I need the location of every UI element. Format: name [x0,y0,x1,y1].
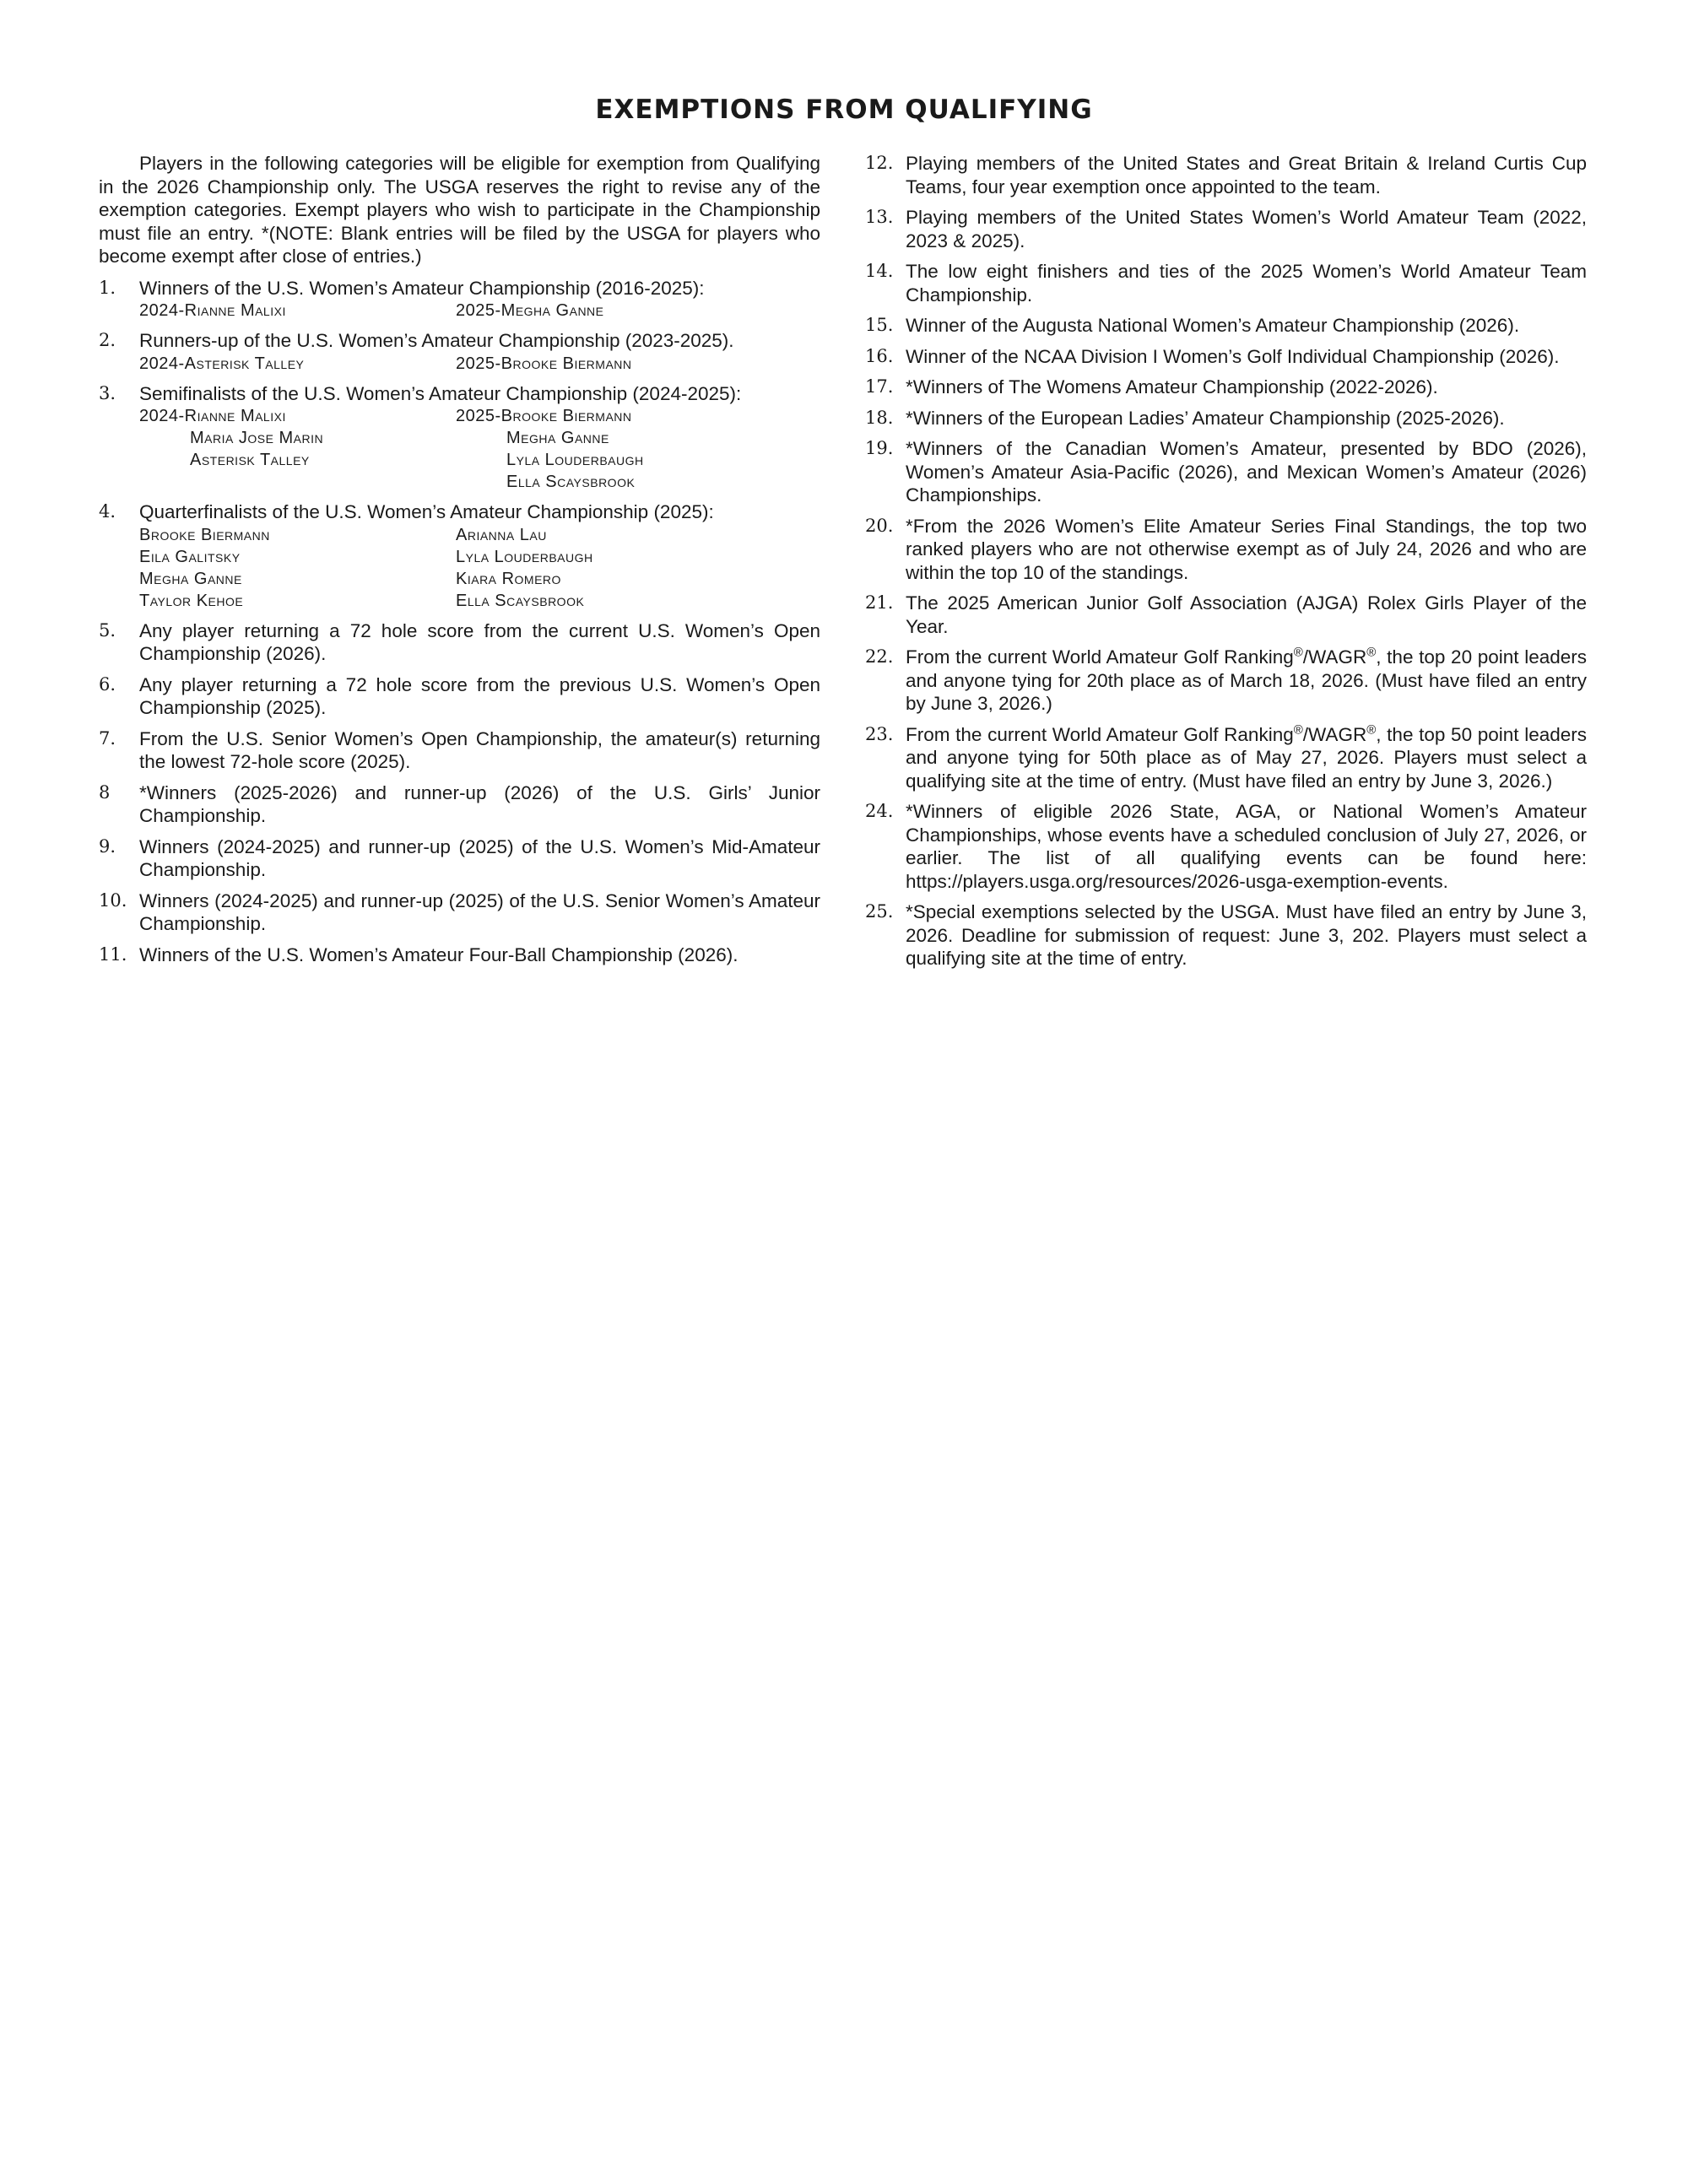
player-list-4 [99,524,820,612]
player-name: Arianna Lau [456,525,547,544]
item-number: 6. [99,673,116,695]
item-text: From the U.S. Senior Women’s Open Championship, the amateur(s) returning the lowest 72-hole score (2025). [139,727,820,772]
item-text: *Winners of eligible 2026 State, AGA, or National Women’s Amateur Championships, whose events have a scheduled conclusion of July 27, 2026, or earlier. The list of all qualifying events can be found here: https://players.usga.org/resources/2026-usga-exemption-events. [906,801,1587,892]
exemption-item-19 [865,437,1587,507]
item-text: Winners of the U.S. Women’s Amateur Championship (2016-2025): [139,277,705,299]
exemption-item-17 [865,376,1587,399]
item-text: *Winners of The Womens Amateur Championship (2022-2026). [906,376,1438,397]
item-text-part: From the current World Amateur Golf Ranking [906,723,1294,745]
exemption-item-25 [865,900,1587,970]
registered-mark: ® [1293,645,1303,660]
exemption-item-8 [99,781,820,828]
item-text: Winners (2024-2025) and runner-up (2025) of the U.S. Senior Women’s Amateur Championship. [139,889,820,934]
registered-mark: ® [1293,722,1303,737]
exemption-item-20 [865,515,1587,585]
item-text: Winners (2024-2025) and runner-up (2025) of the U.S. Women’s Mid-Amateur Championship. [139,835,820,880]
player-name: Ella Scaysbrook [456,591,585,610]
item-number: 1. [99,277,116,298]
item-number: 14. [865,261,894,281]
exemption-item-1 [99,277,820,300]
item-text: Runners-up of the U.S. Women’s Amateur Championship (2023-2025). [139,330,734,351]
exemption-item-12 [865,152,1587,198]
exemption-item-21 [865,592,1587,638]
item-number: 8 [99,781,111,803]
exemption-item-14 [865,260,1587,306]
left-column [99,152,820,974]
registered-mark: ® [1366,645,1377,660]
player-name: 2025-Brooke Biermann [456,407,632,425]
exemption-item-6 [99,673,820,720]
player-name: 2025-Megha Ganne [456,301,604,320]
item-number: 15. [865,315,894,335]
player-name: 2024-Asterisk Talley [139,354,305,373]
item-text-part: , the top 20 point leaders and anyone tying for 20th place as of March 18, 2026. (Must have filed an entry by June 3, 2026.) [906,646,1587,714]
item-number: 2. [99,330,116,350]
player-name: Kiara Romero [456,569,561,588]
item-text: Winner of the Augusta National Women’s Amateur Championship (2026). [906,315,1520,336]
player-name: Brooke Biermann [139,525,270,544]
item-number: 11. [99,943,127,965]
exemption-item-4 [99,500,820,524]
item-number: 10. [99,889,127,911]
item-text: Playing members of the United States Women’s World Amateur Team (2022, 2023 & 2025). [906,207,1587,251]
player-name: Megha Ganne [506,429,609,447]
item-number: 22. [865,646,894,667]
exemption-item-10 [99,889,820,936]
player-list-2 [99,353,820,375]
item-number: 5. [99,619,116,641]
player-name: Ella Scaysbrook [506,473,636,491]
player-name: Taylor Kehoe [139,591,244,610]
item-number: 12. [865,153,894,173]
item-text: *From the 2026 Women’s Elite Amateur Series Final Standings, the top two ranked players who are not otherwise exempt as of July 24, 2026 and who are within the top 10 of the standings. [906,515,1587,583]
item-number: 16. [865,345,894,366]
exemption-item-7 [99,727,820,774]
item-text: Semifinalists of the U.S. Women’s Amateur Championship (2024-2025): [139,382,742,404]
item-text: Winners of the U.S. Women’s Amateur Four-Ball Championship (2026). [139,943,738,965]
exemption-item-18 [865,407,1587,430]
exemption-item-23 [865,723,1587,793]
item-number: 19. [865,438,894,458]
exemption-item-2 [99,329,820,353]
item-text: The low eight finishers and ties of the 2025 Women’s World Amateur Team Championship. [906,261,1587,305]
player-name: Lyla Louderbaugh [506,451,644,469]
exemption-item-16 [865,345,1587,369]
player-name: 2025-Brooke Biermann [456,354,632,373]
player-name: Maria Jose Marin [190,429,324,447]
exemption-item-15 [865,314,1587,338]
item-number: 25. [865,901,894,922]
item-number: 3. [99,382,116,403]
item-text-part: /WAGR [1302,723,1367,745]
item-text: *Special exemptions selected by the USGA. Must have filed an entry by June 3, 2026. Deadline for submission of request: June 3, 202. Players must select a qualifying site at the time of entry. [906,901,1587,969]
item-text: Any player returning a 72 hole score from the current U.S. Women’s Open Championship (2026). [139,619,820,664]
item-number: 7. [99,727,116,749]
player-name: Lyla Louderbaugh [456,547,593,566]
item-number: 24. [865,801,894,821]
page-title: EXEMPTIONS FROM QUALIFYING [595,95,1093,125]
intro-paragraph: Players in the following categories will be eligible for exemption from Qualifying in the 2026 Championship only. The USGA reserves the right to revise any of the exemption categories. Exempt players who wish to participate in the Championship must file an entry. *(NOTE: Blank entries will be filed by the USGA for players who become exempt after close of entries.) [99,153,820,267]
player-list-3 [99,405,820,493]
exemption-item-13 [865,206,1587,252]
player-list-1 [99,300,820,322]
exemption-item-5 [99,619,820,666]
item-text: The 2025 American Junior Golf Association (AJGA) Rolex Girls Player of the Year. [906,592,1587,637]
item-text: Any player returning a 72 hole score from the previous U.S. Women’s Open Championship (2025). [139,673,820,718]
item-text-part: , the top 50 point leaders and anyone tying for 50th place as of May 27, 2026. Players must select a qualifying site at the time of entry. (Must have filed an entry by June 3, 2026.) [906,723,1587,792]
exemption-item-11 [99,943,820,967]
player-name: 2024-Rianne Malixi [139,301,286,320]
item-number: 4. [99,501,116,522]
registered-mark: ® [1366,722,1377,737]
item-number: 17. [865,376,894,397]
item-number: 9. [99,835,116,857]
item-text: Playing members of the United States and Great Britain & Ireland Curtis Cup Teams, four year exemption once appointed to the team. [906,153,1587,197]
exemption-item-22 [865,646,1587,716]
right-column [865,152,1587,978]
item-text-part: /WAGR [1302,646,1367,668]
item-number: 20. [865,515,894,536]
item-text: Quarterfinalists of the U.S. Women’s Amateur Championship (2025): [139,501,714,522]
player-name: Asterisk Talley [190,451,310,469]
item-number: 21. [865,592,894,613]
item-text [906,646,1587,716]
exemption-item-9 [99,835,820,882]
item-text: *Winners of the Canadian Women’s Amateur, presented by BDO (2026), Women’s Amateur Asia-Pacific (2026), and Mexican Women’s Amateur (2026) Championships. [906,438,1587,505]
player-name: Eila Galitsky [139,547,241,566]
item-text-part: From the current World Amateur Golf Ranking [906,646,1294,668]
exemption-item-3 [99,382,820,406]
player-name: Megha Ganne [139,569,242,588]
item-text: *Winners (2025-2026) and runner-up (2026) of the U.S. Girls’ Junior Championship. [139,781,820,826]
item-number: 18. [865,407,894,428]
item-number: 23. [865,723,894,744]
item-text: Winner of the NCAA Division I Women’s Golf Individual Championship (2026). [906,345,1560,367]
item-text [906,723,1587,793]
item-number: 13. [865,207,894,227]
exemption-item-24 [865,800,1587,893]
player-name: 2024-Rianne Malixi [139,407,286,425]
item-text: *Winners of the European Ladies’ Amateur Championship (2025-2026). [906,407,1505,429]
